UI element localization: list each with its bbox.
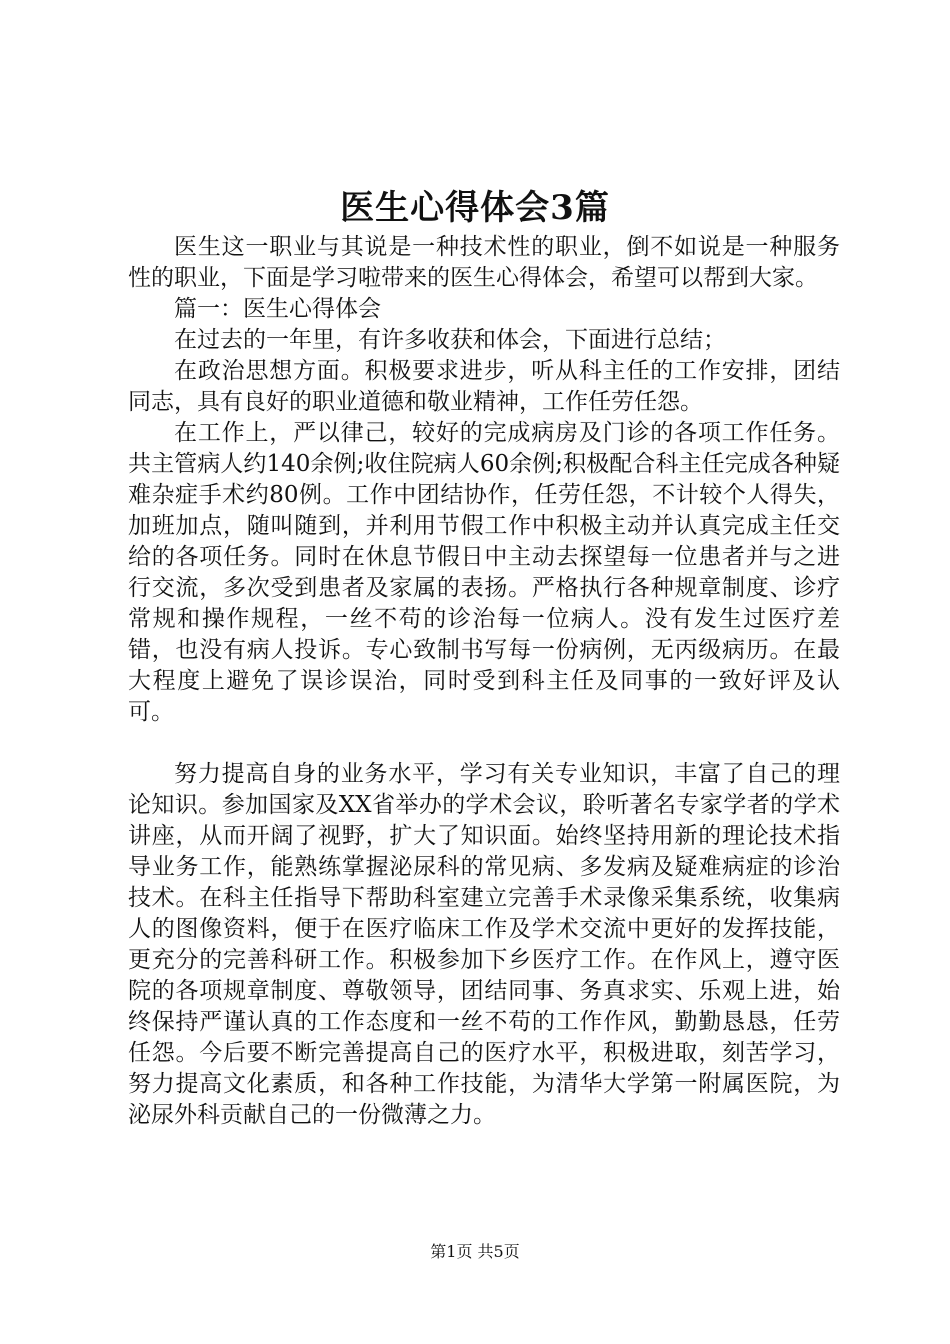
- paragraph-work: 在工作上，严以律己，较好的完成病房及门诊的各项工作任务。共主管病人约140余例;收住院病人60余例;积极配合科主任完成各种疑难杂症手术约80例。工作中团结协作，任劳任怨，不计较个人得失，加班加点，随叫随到，并利用节假工作中积极主动并认真完成主任交给的各项任务。同时在休息节假日中主动去探望每一位患者并与之进行交流，多次受到患者及家属的表扬。严格执行各种规章制度、诊疗常规和操作规程，一丝不苟的诊治每一位病人。没有发生过医疗差错，也没有病人投诉。专心致制书写每一份病例，无丙级病历。在最大程度上避免了误诊误治，同时受到科主任及同事的一致好评及认可。: [128, 420, 840, 725]
- document-title: 医生心得体会3篇: [340, 188, 610, 228]
- paragraph-intro: 医生这一职业与其说是一种技术性的职业，倒不如说是一种服务性的职业，下面是学习啦带来的医生心得体会，希望可以帮到大家。: [128, 234, 840, 291]
- paragraph-political: 在政治思想方面。积极要求进步，听从科主任的工作安排，团结同志，具有良好的职业道德和敬业精神，工作任劳任怨。: [128, 358, 840, 415]
- section-heading: 篇一：医生心得体会: [174, 296, 381, 322]
- paragraph-opening: 在过去的一年里，有许多收获和体会，下面进行总结；: [174, 327, 726, 353]
- document-body: [128, 232, 840, 1131]
- page-number: 第1页 共5页: [430, 1242, 520, 1261]
- paragraph-professional: 努力提高自身的业务水平，学习有关专业知识，丰富了自己的理论知识。参加国家及XX省举办的学术会议，聆听著名专家学者的学术讲座，从而开阔了视野，扩大了知识面。始终坚持用新的理论技术指导业务工作，能熟练掌握泌尿科的常见病、多发病及疑难病症的诊治技术。在科主任指导下帮助科室建立完善手术录像采集系统，收集病人的图像资料，便于在医疗临床工作及学术交流中更好的发挥技能，更充分的完善科研工作。积极参加下乡医疗工作。在作风上，遵守医院的各项规章制度、尊敬领导，团结同事、务真求实、乐观上进，始终保持严谨认真的工作态度和一丝不苟的工作作风，勤勤恳恳，任劳任怨。今后要不断完善提高自己的医疗水平，积极进取，刻苦学习，努力提高文化素质，和各种工作技能，为清华大学第一附属医院，为泌尿外科贡献自己的一份微薄之力。: [128, 761, 840, 1128]
